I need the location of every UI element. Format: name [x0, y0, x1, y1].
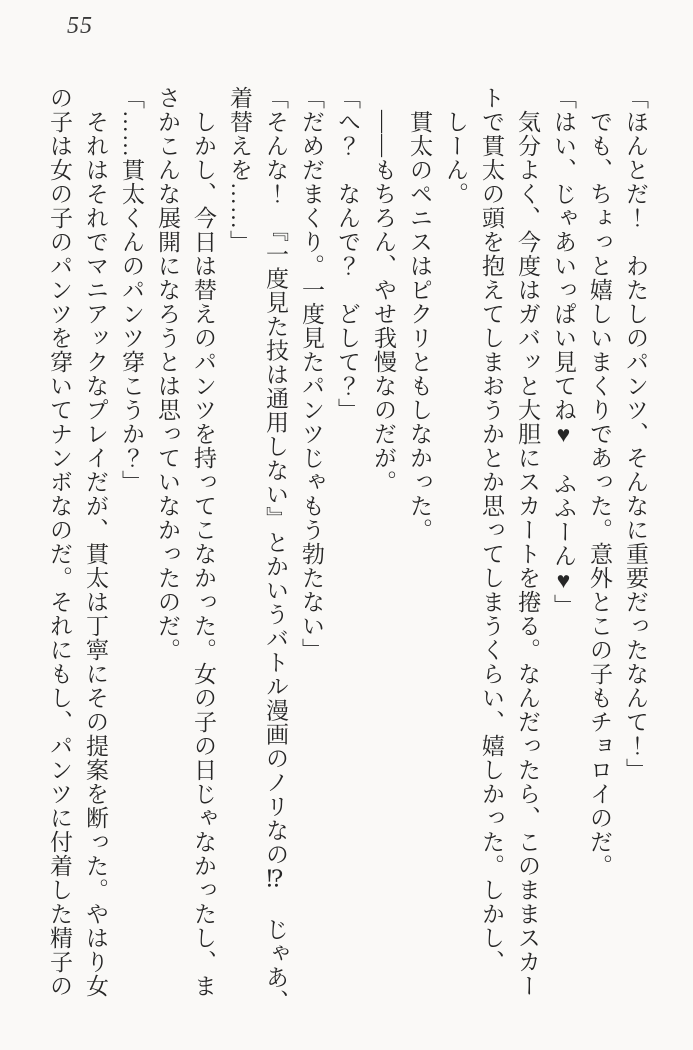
page-number: 55: [67, 13, 93, 39]
text-line: 気分よく、今度はガバッと大胆にスカートを捲る。なんだったら、このままスカー: [515, 110, 540, 998]
text-line: 「そんな！ 『一度見た技は通用しない』とかいうバトル漫画のノリなの⁉ じゃあ、: [263, 86, 288, 1014]
text-line: 貫太のペニスはピクリともしなかった。: [407, 110, 432, 542]
text-line: 「……貫太くんのパンツ穿こうか？」: [119, 86, 144, 494]
text-line: ――もちろん、やせ我慢なのだが。: [371, 110, 396, 494]
text-line: の子は女の子のパンツを穿いてナンボなのだ。それにもし、パンツに付着した精子の: [47, 86, 72, 998]
text-line: 着替えを……」: [227, 86, 252, 254]
text-line: 「ほんとだ！ わたしのパンツ、そんなに重要だったなんて！」: [623, 86, 648, 782]
text-line: それはそれでマニアックなプレイだが、貫太は丁寧にその提案を断った。やはり女: [83, 110, 108, 998]
text-line: 「へ？ なんで？ どして？」: [335, 86, 360, 422]
text-line: 「だめだまくり。一度見たパンツじゃもう勃たない」: [299, 86, 324, 662]
text-line: しかし、今日は替えのパンツを持ってこなかった。女の子の日じゃなかったし、ま: [191, 110, 216, 998]
text-line: でも、ちょっと嬉しいまくりであった。意外とこの子もチョロイのだ。: [587, 110, 612, 878]
text-block: [41, 86, 653, 1032]
text-line: トで貫太の頭を抱えてしまおうかとか思ってしまうくらい、嬉しかった。しかし、: [479, 86, 504, 974]
text-line: しーん。: [443, 110, 468, 206]
text-line: 「はい、じゃあいっぱい見てね♥ ふふーん♥」: [551, 86, 576, 618]
text-line: さかこんな展開になろうとは思っていなかったのだ。: [155, 86, 180, 662]
